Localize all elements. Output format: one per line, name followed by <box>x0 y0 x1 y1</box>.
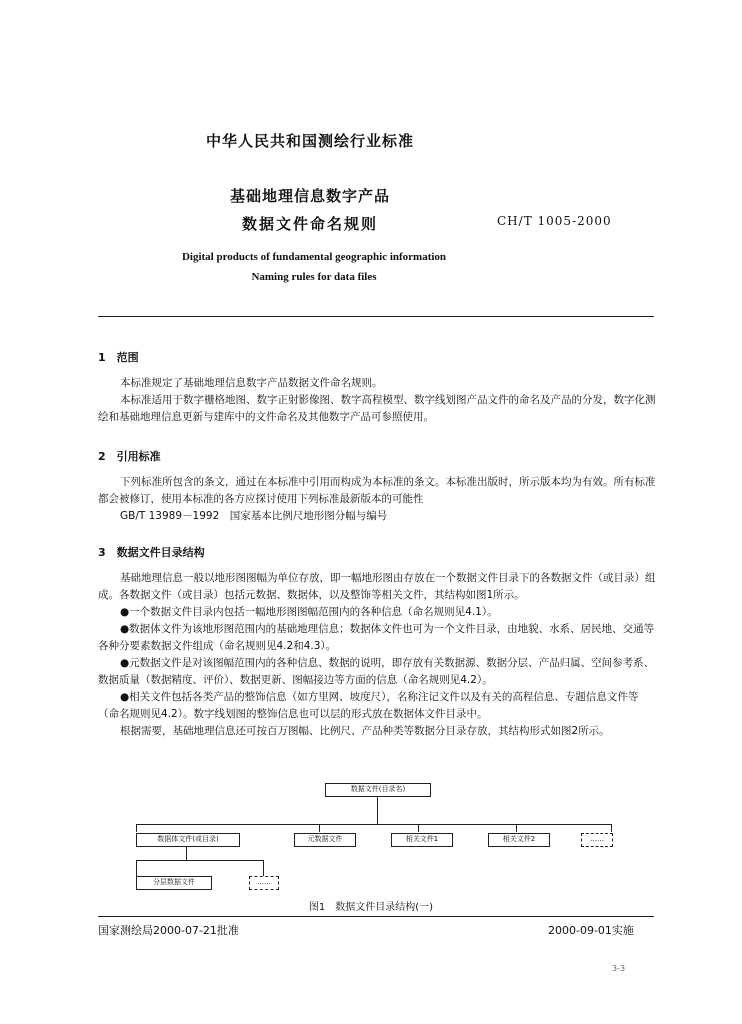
section-heading-directory-structure: 3 数据文件目录结构 <box>98 546 205 559</box>
connector-line <box>516 824 517 832</box>
title-line-1: 基础地理信息数字产品 <box>229 187 390 205</box>
standard-code: CH/T 1005-2000 <box>497 214 612 228</box>
connector-line <box>263 860 264 876</box>
diagram-root-node: 数据文件(目录名) <box>325 783 431 797</box>
implementation-date: 2000-09-01实施 <box>548 924 634 937</box>
section-body-directory-structure <box>98 570 658 740</box>
bullet-item: ●一个数据文件目录内包括一幅地形图图幅范围内的各种信息（命名规则见4.1）。 <box>120 606 498 618</box>
section-heading-scope: 1 范围 <box>98 351 139 364</box>
paragraph: 下列标准所包含的条文，通过在本标准中引用而构成为本标准的条文。本标准出版时，所示版本均为有效。所有标准都会被修订，使用本标准的各方应探讨使用下列标准最新版本的可能性 <box>98 476 656 505</box>
header-rule <box>98 316 654 317</box>
page-number: 3-3 <box>612 964 626 973</box>
english-title-line-1: Digital products of fundamental geographic information <box>181 251 447 263</box>
paragraph: 根据需要，基础地理信息还可按百万图幅、比例尺、产品种类等数据分目录存放，其结构形式如图2所示。 <box>120 725 610 737</box>
section-heading-references: 2 引用标准 <box>98 450 161 463</box>
paragraph: 本标准规定了基础地理信息数字产品数据文件命名规则。 <box>120 377 383 389</box>
connector-line <box>136 860 264 861</box>
diagram-node-metadata: 元数据文件 <box>294 833 356 847</box>
diagram-node-data-body: 数据体文件(或目录) <box>136 833 240 847</box>
bullet-item: ●相关文件包括各类产品的整饰信息（如方里网、坡度尺），名称注记文件以及有关的高程信息、专题信息文件等（命名规则见4.2）。数字线划图的整饰信息也可以层的形式放在数据体文件目录中。 <box>98 691 639 720</box>
diagram-node-ellipsis: …… <box>581 833 613 847</box>
diagram-node-related-1: 相关文件1 <box>391 833 453 847</box>
paragraph: GB/T 13989－1992 国家基本比例尺地形图分幅与编号 <box>120 510 388 522</box>
approval-info: 国家测绘局2000-07-21批准 <box>98 924 239 937</box>
section-body-scope <box>98 375 658 426</box>
connector-line <box>136 824 137 832</box>
standard-category: 中华人民共和国测绘行业标准 <box>205 132 414 150</box>
diagram-node-related-2: 相关文件2 <box>488 833 550 847</box>
footer-rule <box>98 916 654 917</box>
diagram-node-sub-ellipsis: …… <box>249 876 279 890</box>
paragraph: 本标准适用于数字栅格地图、数字正射影像图、数字高程模型、数字线划图产品文件的命名及产品的分发，数字化测绘和基础地理信息更新与建库中的文件命名及其他数字产品可参照使用。 <box>98 394 656 423</box>
bullet-item: ●元数据文件是对该图幅范围内的各种信息、数据的说明，即存放有关数据源、数据分层、产品归属、空间参考系、数据质量（数据精度、评价）、数据更新、图幅接边等方面的信息（命名规则见4.2）。 <box>98 657 655 686</box>
paragraph: 基础地理信息一般以地形图图幅为单位存放，即一幅地形图由存放在一个数据文件目录下的各数据文件（或目录）组成。各数据文件（或目录）包括元数据、数据体，以及整饰等相关文件，其结构如图1所示。 <box>98 572 656 601</box>
bullet-item: ●数据体文件为该地形图范围内的基础地理信息；数据体文件也可为一个文件目录，由地貌、水系、居民地、交通等各种分要素数据文件组成（命名规则见4.2和4.3）。 <box>98 623 655 652</box>
connector-line <box>186 846 187 860</box>
section-body-references <box>98 474 658 525</box>
english-title-line-2: Naming rules for data files <box>251 271 377 283</box>
connector-line <box>136 860 137 876</box>
connector-line <box>377 796 378 824</box>
title-line-2: 数据文件命名规则 <box>241 215 378 233</box>
connector-line <box>611 824 612 832</box>
diagram-node-layer-files: 分层数据文件 <box>136 876 212 890</box>
connector-line <box>418 824 419 832</box>
connector-line <box>319 824 320 832</box>
connector-line <box>136 824 612 825</box>
figure-caption: 图1 数据文件目录结构(一) <box>308 902 434 913</box>
